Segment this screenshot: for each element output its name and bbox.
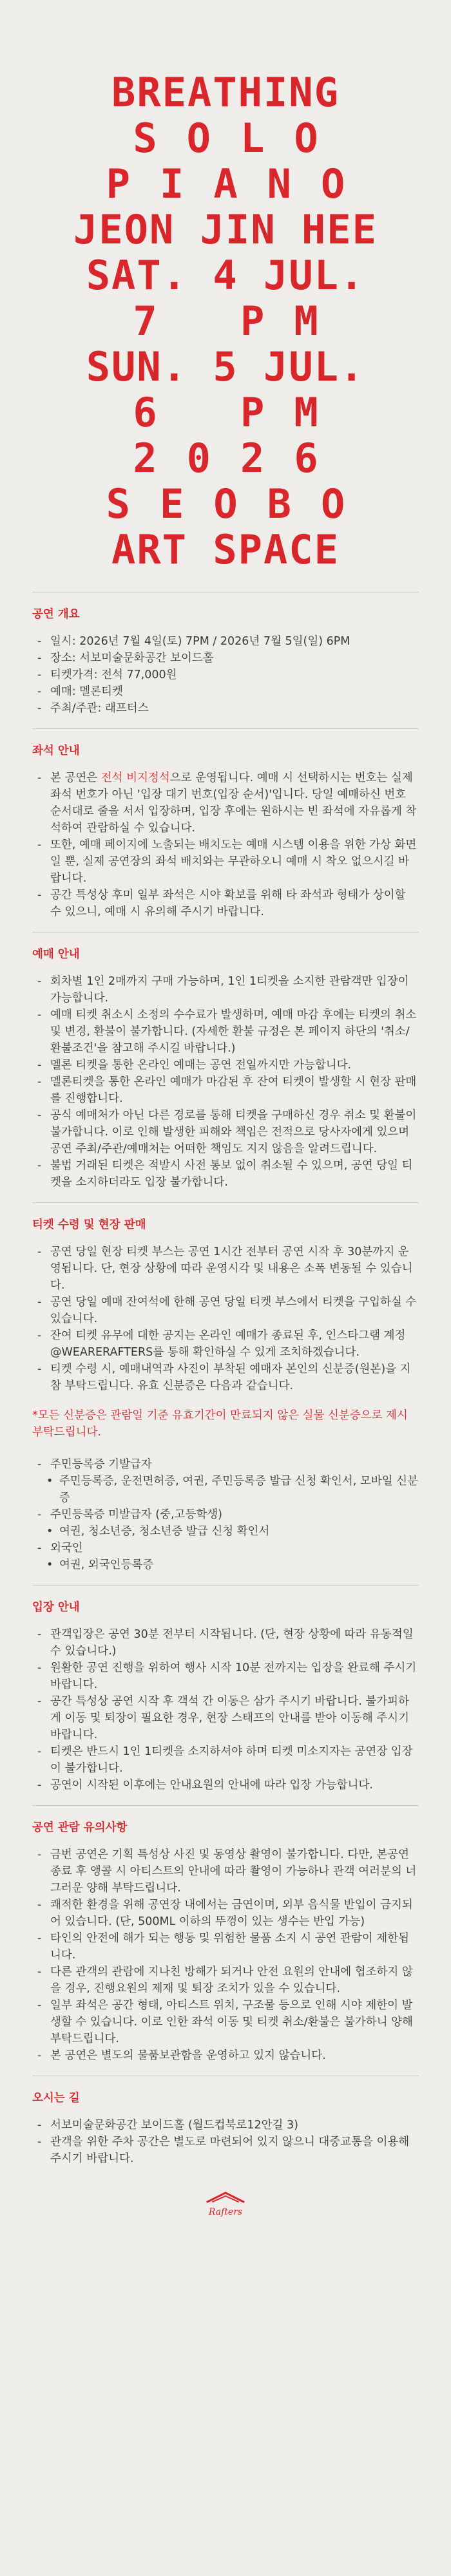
list-item <box>32 770 419 837</box>
section-title: 입장 안내 <box>32 1601 80 1614</box>
section-title: 오시는 길 <box>32 2092 80 2105</box>
hero-line: SOLO <box>133 115 348 162</box>
section-title: 티켓 수령 및 현장 판매 <box>32 1218 146 1231</box>
list-item: - 원활한 공연 진행을 위하여 행사 시작 10분 전까지는 입장을 완료해 주시기 바랍니다. <box>32 1660 419 1693</box>
list-item: - 본 공연은 별도의 물품보관함을 운영하고 있지 않습니다. <box>32 2047 419 2064</box>
list-item: - 불법 거래된 티켓은 적발시 사전 통보 없이 취소될 수 있으며, 공연 당일 티켓을 소지하더라도 입장 불가합니다. <box>32 1157 419 1191</box>
list-item: - 주민등록증 기발급자 <box>32 1456 419 1473</box>
list-item: - 쾌적한 환경을 위해 공연장 내에서는 금연이며, 외부 음식물 반입이 금지되어 있습니다. (단, 500ML 이하의 뚜껑이 있는 생수는 반입 가능) <box>32 1897 419 1930</box>
caution-section <box>32 1805 419 2076</box>
ticket-section <box>32 1202 419 1585</box>
booking-list <box>32 973 419 1191</box>
hero-line: 7 PM <box>133 298 348 345</box>
booking-section <box>32 932 419 1202</box>
list-item: - 외국인 <box>32 1540 419 1557</box>
list-item: - 공연이 시작된 이후에는 안내요원의 안내에 따라 입장 가능합니다. <box>32 1777 419 1794</box>
list-item: - 다른 관객의 관람에 지나친 방해가 되거나 안전 요원의 안내에 협조하지 않을 경우, 진행요원의 제재 및 퇴장 조치가 있을 수 있습니다. <box>32 1964 419 1997</box>
entry-list <box>32 1626 419 1794</box>
hero-line: PIANO <box>106 160 375 207</box>
hero-line: SAT. 4 JUL. <box>86 252 365 299</box>
list-item: - 타인의 안전에 해가 되는 행동 및 위험한 물품 소지 시 공연 관람이 제한됩니다. <box>32 1930 419 1964</box>
list-item: - 예매 티켓 취소시 소정의 수수료가 발생하며, 예매 마감 후에는 티켓의 취소 및 변경, 환불이 불가합니다. (자세한 환불 규정은 본 페이지 하단의 '취소/환불조건'을 참고해 주시길 바랍니다.) <box>32 1007 419 1057</box>
list-item: - 공식 예매처가 아닌 다른 경로를 통해 티켓을 구매하신 경우 취소 및 환불이 불가합니다. 이로 인해 발생한 피해와 책임은 전적으로 당사자에게 있으며 공연 주최/주관/예매처는 어떠한 책임도 지지 않음을 알려드립니다. <box>32 1107 419 1157</box>
logo-text: Rafters <box>208 2207 243 2217</box>
list-item: - 티켓 수령 시, 예매내역과 사진이 부착된 예매자 본인의 신분증(원본)을 지참 부탁드립니다. 유효 신분증은 다음과 같습니다. <box>32 1361 419 1394</box>
hero-line: SUN. 5 JUL. <box>86 343 365 390</box>
text-segment: 본 공연은 <box>50 772 101 784</box>
section-title: 좌석 안내 <box>32 744 80 757</box>
id-list <box>32 1456 419 1573</box>
hero-title <box>0 0 451 592</box>
list-item: - 공간 특성상 공연 시작 후 객석 간 이동은 삼가 주시기 바랍니다. 불가피하게 이동 및 퇴장이 필요한 경우, 현장 스태프의 안내를 받아 이동해 주시기 바랍니다. <box>32 1693 419 1743</box>
id-validity-note: *모든 신분증은 관람일 기준 유효기간이 만료되지 않은 실물 신분증으로 제시 부탁드립니다. <box>32 1409 408 1439</box>
list-item: - 주최/주관: 래프터스 <box>32 700 419 717</box>
seating-section <box>32 728 419 932</box>
list-item: - 관객입장은 공연 30분 전부터 시작됩니다. (단, 현장 상황에 따라 유동적일 수 있습니다.) <box>32 1626 419 1660</box>
caution-list <box>32 1846 419 2064</box>
list-item: - 서보미술문화공간 보이드홀 (월드컵북로12안길 3) <box>32 2117 419 2134</box>
rafters-logo <box>32 2179 419 2224</box>
list-subitem: • 주민등록증, 운전면허증, 여권, 주민등록증 발급 신청 확인서, 모바일 신분증 <box>32 1473 419 1506</box>
list-item: - 회차별 1인 2매까지 구매 가능하며, 1인 1티켓을 소지한 관람객만 입장이 가능합니다. <box>32 973 419 1007</box>
overview-list <box>32 633 419 717</box>
info-content <box>0 592 451 2224</box>
list-item: - 일시: 2026년 7월 4일(토) 7PM / 2026년 7월 5일(일) 6PM <box>32 633 419 650</box>
list-item: - 주민등록증 미발급자 (중,고등학생) <box>32 1506 419 1523</box>
hero-line: JEON JIN HEE <box>73 206 378 253</box>
section-title: 공연 개요 <box>32 608 80 621</box>
hero-line: 2026 <box>133 435 348 482</box>
overview-section <box>32 592 419 728</box>
section-title: 공연 관람 유의사항 <box>32 1821 128 1834</box>
list-item: - 티켓가격: 전석 77,000원 <box>32 667 419 683</box>
list-subitem: • 여권, 외국인등록증 <box>32 1557 419 1573</box>
list-item: - 장소: 서보미술문화공간 보이드홀 <box>32 650 419 667</box>
directions-section <box>32 2076 419 2179</box>
section-title: 예매 안내 <box>32 948 80 961</box>
list-item: - 또한, 예매 페이지에 노출되는 배치도는 예매 시스템 이용을 위한 가상 화면일 뿐, 실제 공연장의 좌석 배치와는 무관하오니 예매 시 착오 없으시길 바랍니다. <box>32 837 419 887</box>
list-item: - 일부 좌석은 공간 형태, 아티스트 위치, 구조물 등으로 인해 시야 제한이 발생할 수 있습니다. 이로 인한 좌석 이동 및 티켓 취소/환불은 불가하니 양해 부탁드립니다. <box>32 1997 419 2047</box>
list-item: - 티켓은 반드시 1인 1티켓을 소지하셔야 하며 티켓 미소지자는 공연장 입장이 불가합니다. <box>32 1743 419 1777</box>
list-item: - 잔여 티켓 유무에 대한 공지는 온라인 예매가 종료된 후, 인스타그램 계정 @WEARERAFTERS를 통해 확인하실 수 있게 조치하겠습니다. <box>32 1327 419 1361</box>
text-segment: 으로 운영됩니다. 예매 시 선택하시는 번호는 실제 좌석 번호가 아닌 '입장 대기 번호(입장 순서)'입니다. 당일 예매하신 번호 순서대로 줄을 서서 입장하며, 입장 후에는 원하시는 빈 좌석에 자유롭게 착석하여 관람하실 수 있습니다. <box>50 772 417 835</box>
hero-line: SEOBO <box>106 480 375 527</box>
list-item: - 금번 공연은 기획 특성상 사진 및 동영상 촬영이 불가합니다. 다만, 본공연 종료 후 앵콜 시 아티스트의 안내에 따라 촬영이 가능하나 관객 여러분의 너그러운 양해 부탁드립니다. <box>32 1846 419 1897</box>
hero-line: ART SPACE <box>111 526 340 573</box>
list-subitem: • 여권, 청소년증, 청소년증 발급 신청 확인서 <box>32 1523 419 1540</box>
hero-line: 6 PM <box>133 389 348 436</box>
hero-line: BREATHING <box>111 69 340 116</box>
ticket-list <box>32 1244 419 1394</box>
highlight-text: 전석 비지정석 <box>101 772 170 784</box>
list-item: - 공간 특성상 후미 일부 좌석은 시야 확보를 위해 타 좌석과 형태가 상이할 수 있으니, 예매 시 유의해 주시기 바랍니다. <box>32 887 419 920</box>
list-item: - 공연 당일 예매 잔여석에 한해 공연 당일 티켓 부스에서 티켓을 구입하실 수 있습니다. <box>32 1294 419 1327</box>
rafters-logo-icon <box>202 2189 249 2221</box>
entry-section <box>32 1585 419 1805</box>
list-item: - 예매: 멜론티켓 <box>32 683 419 700</box>
list-item: - 관객을 위한 주차 공간은 별도로 마련되어 있지 않으니 대중교통을 이용해 주시기 바랍니다. <box>32 2134 419 2167</box>
seating-list <box>32 770 419 920</box>
list-item: - 멜론티켓을 통한 온라인 예매가 마감된 후 잔여 티켓이 발생할 시 현장 판매를 진행합니다. <box>32 1074 419 1107</box>
list-item: - 공연 당일 현장 티켓 부스는 공연 1시간 전부터 공연 시작 후 30분까지 운영됩니다. 단, 현장 상황에 따라 운영시각 및 내용은 소폭 변동될 수 있습니다. <box>32 1244 419 1294</box>
directions-list <box>32 2117 419 2167</box>
list-item: - 멜론 티켓을 통한 온라인 예매는 공연 전일까지만 가능합니다. <box>32 1057 419 1074</box>
